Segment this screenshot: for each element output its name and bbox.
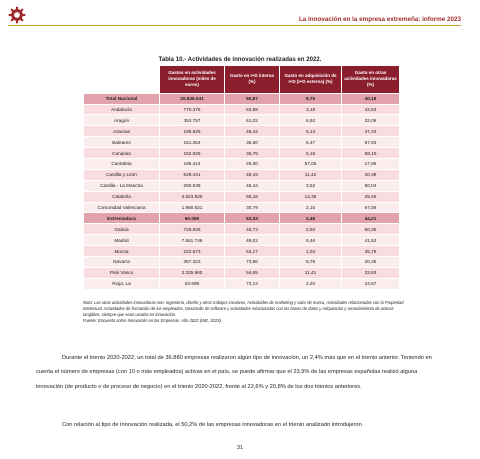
value-cell: 73,13	[225, 278, 280, 289]
header-divider	[8, 25, 461, 26]
value-cell: 7.561.746	[160, 235, 225, 246]
value-cell: 3,52	[280, 180, 342, 191]
value-cell: 57,93	[342, 137, 400, 148]
table-row	[84, 191, 400, 202]
value-cell: 36,75	[225, 148, 280, 159]
value-cell: 35,60	[225, 137, 280, 148]
value-cell: 53,89	[225, 104, 280, 115]
region-cell: Aragón	[84, 115, 160, 126]
value-cell: 6,92	[280, 115, 342, 126]
table-row	[84, 104, 400, 115]
table-row	[84, 169, 400, 180]
value-cell: 46,73	[225, 224, 280, 235]
value-cell: 2,46	[280, 213, 342, 224]
value-cell: 63.698	[160, 278, 225, 289]
value-cell: 290.538	[160, 180, 225, 191]
value-cell: 67,06	[342, 202, 400, 213]
column-header: Gastos en actividades innovadoras (miles de euros)	[160, 66, 225, 94]
value-cell: 2.325.960	[160, 267, 225, 278]
value-cell: 161.364	[160, 137, 225, 148]
running-header-title: La innovación en la empresa extremeña: informe 2023	[298, 16, 461, 23]
region-cell: Castilla y León	[84, 169, 160, 180]
value-cell: 46,42	[225, 126, 280, 137]
paragraph-text: Con relación al tipo de innovación realizada, el 50,2% de las empresas innovadoras en el trienio analizado introdujeron	[62, 422, 362, 428]
value-cell: 58,10	[342, 148, 400, 159]
value-cell: 50,36	[342, 224, 400, 235]
gear-logo-icon	[8, 6, 26, 24]
table-row	[84, 126, 400, 137]
region-cell: Asturias	[84, 126, 160, 137]
value-cell: 353.757	[160, 115, 225, 126]
value-cell: 17,96	[342, 158, 400, 169]
region-cell: Navarra	[84, 256, 160, 267]
value-cell: 50,04	[342, 180, 400, 191]
value-cell: 40,39	[342, 169, 400, 180]
value-cell: 11,41	[280, 267, 342, 278]
value-cell: 2,92	[280, 224, 342, 235]
value-cell: 29,46	[342, 191, 400, 202]
value-cell: 6,47	[280, 137, 342, 148]
value-cell: 47,43	[342, 126, 400, 137]
value-cell: 729.928	[160, 224, 225, 235]
value-cell: 5,79	[280, 256, 342, 267]
body-paragraph-2	[36, 418, 446, 432]
region-cell: Baleares	[84, 137, 160, 148]
value-cell: 9,75	[280, 93, 342, 104]
value-cell: 3,18	[280, 104, 342, 115]
region-cell: Rioja, La	[84, 278, 160, 289]
value-cell: 628.441	[160, 169, 225, 180]
region-cell: Castilla - La Mancha	[84, 180, 160, 191]
region-cell: Total Nacional	[84, 93, 160, 104]
column-header: Gasto en adquisición de I+D (I+D externa) (%)	[280, 66, 342, 94]
table-row	[84, 235, 400, 246]
region-cell: Comunidad Valenciana	[84, 202, 160, 213]
value-cell: 2,15	[280, 202, 342, 213]
source-text: Fuente: Encuesta sobre Innovación en las Empresas. Año 2022 (INE, 2023).	[83, 317, 222, 323]
value-cell: 61,02	[225, 115, 280, 126]
value-cell: 33,93	[342, 267, 400, 278]
value-cell: 9,46	[280, 235, 342, 246]
value-cell: 42,93	[342, 104, 400, 115]
value-cell: 152.026	[160, 148, 225, 159]
column-header: Gasto en otras actividades innovadoras (%)	[342, 66, 400, 94]
table-row	[84, 278, 400, 289]
value-cell: 24,67	[342, 278, 400, 289]
column-header: Gasto en I+D interna (%)	[225, 66, 280, 94]
table-row	[84, 224, 400, 235]
value-cell: 63,17	[225, 246, 280, 257]
value-cell: 41,52	[342, 235, 400, 246]
value-cell: 57,05	[280, 158, 342, 169]
value-cell: 4.824.820	[160, 191, 225, 202]
value-cell: 53,33	[225, 213, 280, 224]
table-row	[84, 267, 400, 278]
region-cell: Cantabria	[84, 158, 160, 169]
region-cell: Cataluña	[84, 191, 160, 202]
table-row	[84, 256, 400, 267]
table-caption: Tabla 10.- Actividades de innovación realizadas en 2022.	[158, 56, 322, 63]
value-cell: 5,15	[280, 148, 342, 159]
value-cell: 357.323	[160, 256, 225, 267]
body-paragraph-1	[36, 351, 446, 394]
value-cell: 25,00	[225, 158, 280, 169]
region-cell: País Vasco	[84, 267, 160, 278]
value-cell: 60.066	[160, 213, 225, 224]
value-cell: 6,14	[280, 126, 342, 137]
value-cell: 1.950.621	[160, 202, 225, 213]
value-cell: 35,79	[342, 246, 400, 257]
value-cell: 14,36	[280, 191, 342, 202]
innovation-activities-table	[83, 65, 400, 290]
region-cell: Andalucía	[84, 104, 160, 115]
table-row	[84, 202, 400, 213]
value-cell: 770.375	[160, 104, 225, 115]
value-cell: 48,19	[225, 169, 280, 180]
region-cell: Extremadura	[84, 213, 160, 224]
table-row	[84, 158, 400, 169]
table-row	[84, 213, 400, 224]
table-row	[84, 93, 400, 104]
value-cell: 1,04	[280, 246, 342, 257]
table-header-row	[84, 66, 400, 94]
value-cell: 32,06	[342, 115, 400, 126]
region-cell: Murcia	[84, 246, 160, 257]
value-cell: 44,21	[342, 213, 400, 224]
region-cell: Canarias	[84, 148, 160, 159]
value-cell: 222.573	[160, 246, 225, 257]
value-cell: 46,44	[225, 180, 280, 191]
table-row	[84, 115, 400, 126]
table-row	[84, 246, 400, 257]
value-cell: 30,79	[225, 202, 280, 213]
value-cell: 54,65	[225, 267, 280, 278]
value-cell: 56,18	[225, 191, 280, 202]
value-cell: 186.414	[160, 158, 225, 169]
table-row	[84, 137, 400, 148]
value-cell: 73,86	[225, 256, 280, 267]
value-cell: 20,35	[342, 256, 400, 267]
region-cell: Galicia	[84, 224, 160, 235]
region-cell: Madrid	[84, 235, 160, 246]
value-cell: 11,42	[280, 169, 342, 180]
value-cell: 20.836.041	[160, 93, 225, 104]
value-cell: 2,20	[280, 278, 342, 289]
value-cell: 40,18	[342, 93, 400, 104]
page-number: 31	[236, 445, 244, 451]
value-cell: 49,02	[225, 235, 280, 246]
value-cell: 195.925	[160, 126, 225, 137]
table-row	[84, 180, 400, 191]
note-text: Nota: Las otras actividades innovadoras son: Ingeniería, diseño y otros trabajos creativos, Actividades de marketing y valor de marca, Actividades relacionadas con la Propiedad Intelectual, Actividades de formación de los empleados, Desarrollo de software y actividades relacionadas con las bases de datos y Adquisición y arrendamiento de activos tangibles, siempre que sean usadas en innovación.	[83, 300, 404, 317]
table-row	[84, 148, 400, 159]
value-cell: 50,87	[225, 93, 280, 104]
table-corner-cell	[84, 66, 160, 94]
table-note	[83, 300, 405, 324]
paragraph-text: Durante el trienio 2020-2022, un total de 36.880 empresas realizaron algún tipo de innovación, un 2,4% más que en el trienio anterior. Teniendo en cuenta el número de empresas (con 10 o más empleados) activas en el país, se puede afirmar que el 23,9% de las empresas españolas realizó alguna innovación (de producto o de proceso de negocio) en el trienio 2020-2022, frente al 22,6% y 20,8% de los dos trienios anteriores.	[36, 355, 432, 390]
